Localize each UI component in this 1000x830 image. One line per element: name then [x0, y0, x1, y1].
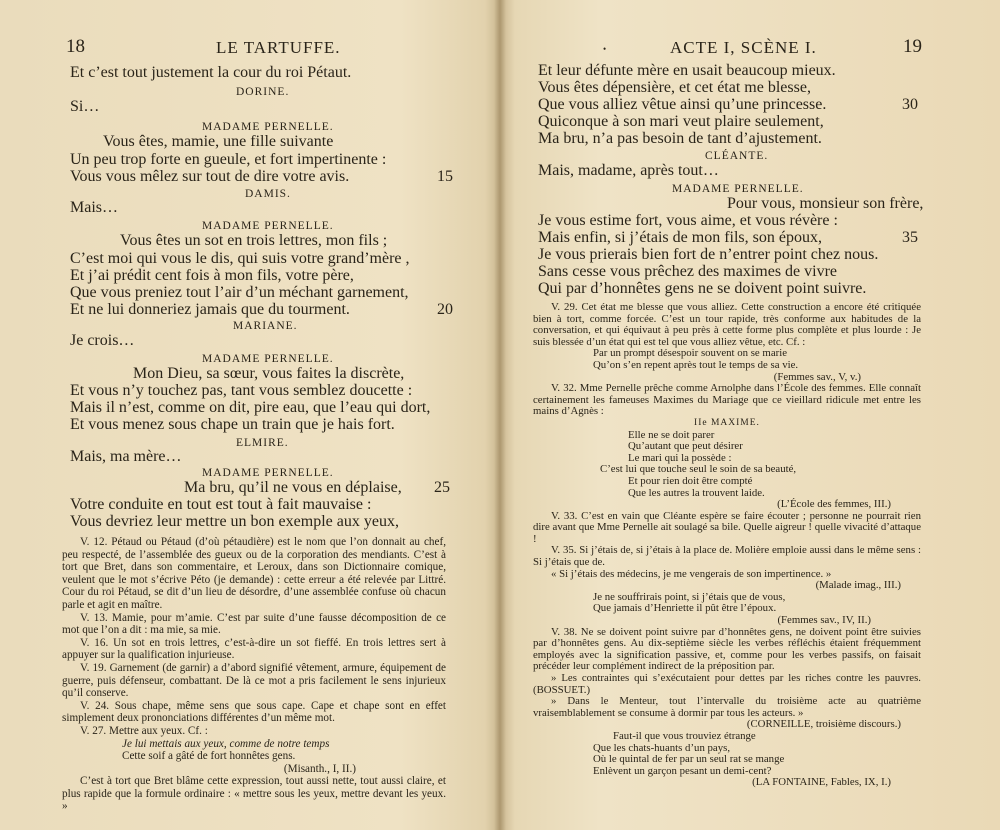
- verse-line: Je crois…: [70, 332, 135, 349]
- quotation-line: Je ne souffrirais point, si j’étais que de vous,: [593, 590, 786, 603]
- quotation-line: C’est lui que touche seul le soin de sa beauté,: [600, 463, 797, 476]
- quotation-line: Je lui mettais aux yeux, comme de notre temps: [122, 737, 330, 750]
- running-head: ACTE I, SCÈNE I.: [670, 38, 817, 57]
- line-number: 15: [437, 168, 453, 185]
- speaker-name: ELMIRE.: [236, 437, 289, 449]
- page-number: 19: [903, 36, 922, 57]
- verse-line: Mais enfin, si j’étais de mon fils, son époux,: [538, 229, 822, 246]
- footnote: V. 33. C’est en vain que Cléante espère se faire écouter ; personne ne pourrait rien dire avant que Mme Pernelle ait soulagé sa bile. Quelle aigreur ! quelle vivacité d’attaque !: [533, 509, 921, 545]
- quotation-line: Cette soif a gâté de fort honnêtes gens.: [122, 750, 296, 763]
- verse-line: Vous devriez leur mettre un bon exemple aux yeux,: [70, 513, 399, 530]
- footnote: V. 12. Pétaud ou Pétaud (d’où pétaudière) est le nom que l’on donnait au chef, peu respecté, de l’assemblée des gueux ou de la corporation des mendiants. C’est à tort que Bret, dans son commentaire, et Leroux, dans son Dictionnaire comique, veulent que le mot s’écrive Péto (je demande) : cette erreur a été relevée par Littré. Cour du roi Pétaud, se dit d’un lieu de désordre, d’une assemblée confuse où chacun parle et agit en maître.: [62, 536, 446, 611]
- verse-line: Et c’est tout justement la cour du roi Pétaut.: [70, 64, 352, 81]
- quotation-line: Qu’autant que peut désirer: [628, 440, 743, 453]
- verse-line: Je vous estime fort, vous aime, et vous révère :: [538, 212, 838, 229]
- quotation-source: (Misanth., I, II.): [283, 762, 356, 775]
- footnote: V. 24. Sous chape, même sens que sous cape. Cape et chape sont en effet simplement deux prononciations différentes d’un même mot.: [62, 699, 446, 725]
- quotation-line: Que les chats-huants d’un pays,: [593, 741, 731, 754]
- footnote: V. 13. Mamie, pour m’amie. C’est par suite d’une fausse décomposition de ce mot que l’on a dit : ma mie, sa mie.: [62, 611, 446, 637]
- quotation-source: (Femmes sav., IV, II.): [777, 614, 871, 627]
- speaker-name: MADAME PERNELLE.: [672, 183, 804, 195]
- verse-line: Un peu trop forte en gueule, et fort impertinente :: [70, 151, 387, 168]
- speaker-name: MARIANE.: [233, 320, 298, 332]
- speaker-name: MADAME PERNELLE.: [202, 121, 334, 133]
- line-number: 35: [902, 229, 918, 246]
- verse-line: Et ne lui donneriez jamais que du tourment.: [70, 301, 350, 318]
- quotation-line: Et pour rien doit être compté: [628, 474, 753, 487]
- verse-line: Mais, ma mère…: [70, 448, 182, 465]
- footnote: V. 35. Si j’étais de, si j’étais à la place de. Molière emploie aussi dans le même sens : Si j’étais que de.: [533, 544, 921, 569]
- verse-line: Vous êtes, mamie, une fille suivante: [103, 133, 334, 150]
- speaker-name: DORINE.: [236, 86, 290, 98]
- verse-line: Et vous n’y touchez pas, tant vous semblez doucette :: [70, 382, 413, 399]
- quotation-line: Que jamais d’Henriette il pût être l’époux.: [593, 602, 777, 615]
- ornament-mark: •: [603, 44, 607, 54]
- quotation-line: Qu’on s’en repent après tout le temps de sa vie.: [593, 358, 799, 371]
- footnote: V. 27. Mettre aux yeux. Cf. :: [80, 724, 208, 737]
- line-number: 30: [902, 96, 918, 113]
- speaker-name: CLÉANTE.: [705, 150, 769, 162]
- line-number: 20: [437, 301, 453, 318]
- maxime-title: IIe MAXIME.: [694, 417, 760, 428]
- footnote: V. 29. Cet état me blesse que vous alliez. Cette construction a encore été critiquée bien à tort, comme forcée. C’est un tour rapide, très conforme aux habitudes de la conversation, et qui équivaut à peu près à cette forme plus complète et plus lourde : Je suis blessée d’un état qui est tel que vous alliez vêtue, etc. Cf. :: [533, 301, 921, 348]
- verse-line: Qui par d’honnêtes gens ne se doivent point suivre.: [538, 280, 867, 297]
- verse-line: Et vous menez sous chape un train que je hais fort.: [70, 416, 395, 433]
- quotation-source: (Femmes sav., V, v.): [773, 370, 861, 383]
- right-page: [505, 0, 1000, 830]
- footnote: V. 16. Un sot en trois lettres, c’est-à-dire un sot fieffé. En trois lettres sert à appuyer sur la qualification injurieuse.: [62, 636, 446, 662]
- running-head: LE TARTUFFE.: [216, 38, 341, 57]
- quotation-line: Enlèvent un garçon pesant un demi-cent?: [593, 764, 772, 777]
- footnotes: [62, 536, 446, 813]
- verse-line: Vous vous mêlez sur tout de dire votre avis.: [70, 168, 350, 185]
- verse-line: Mais, madame, après tout…: [538, 162, 719, 179]
- verse-line: Et leur défunte mère en usait beaucoup mieux.: [538, 62, 836, 79]
- verse-line: C’est moi qui vous le dis, qui suis votre grand’mère ,: [70, 250, 410, 267]
- verse-line: Mais il n’est, comme on dit, pire eau, que l’eau qui dort,: [70, 399, 431, 416]
- verse-line: Ma bru, n’a pas besoin de tant d’ajustement.: [538, 130, 822, 147]
- verse-line: Mon Dieu, sa sœur, vous faites la discrète,: [133, 365, 405, 382]
- footnote: » Les contraintes qui s’exécutaient pour dettes par les riches contre les pauvres. (BOSSUET.): [533, 672, 921, 696]
- verse-line: Votre conduite en tout est tout à fait mauvaise :: [70, 496, 372, 513]
- verse-line: Si…: [70, 98, 100, 115]
- footnote: V. 38. Ne se doivent point suivre par d’honnêtes gens, ne doivent point être suivies par d’honnêtes gens. Au dix-septième siècle les verbes réfléchis étaient fréquemment employés avec la signification passive, et, comme pour les verbes passifs, on faisait précéder leur complément indirect de la préposition par.: [533, 625, 921, 673]
- quotation-line: Faut-il que vous trouviez étrange: [613, 729, 756, 742]
- footnote: « Si j’étais des médecins, je me vengerais de son impertinence. »: [551, 567, 832, 580]
- speaker-name: MADAME PERNELLE.: [202, 467, 334, 479]
- verse-line: Que vous alliez vêtue ainsi qu’une princesse.: [538, 96, 827, 113]
- footnote: » Dans le Menteur, tout l’intervalle du troisième acte au quatrième vraisemblablement se consume à dormir par tous les acteurs. »: [533, 695, 921, 719]
- quotation-source: (Malade imag., III.): [815, 579, 901, 592]
- verse-line: Je vous prierais bien fort de n’entrer point chez nous.: [538, 246, 879, 263]
- line-number: 25: [434, 479, 450, 496]
- page-number: 18: [66, 36, 85, 57]
- speaker-name: MADAME PERNELLE.: [202, 220, 334, 232]
- verse-line: Et j’ai prédit cent fois à mon fils, votre père,: [70, 267, 354, 284]
- footnote: V. 32. Mme Pernelle prêche comme Arnolphe dans l’École des femmes. Elle connaît certainement les fameuses Maximes du Mariage que ce vieillard ridicule met entre les mains d’Agnès :: [533, 382, 921, 418]
- quotation-line: Par un prompt désespoir souvent on se marie: [593, 347, 788, 360]
- quotation-line: Le mari qui la possède :: [628, 451, 732, 464]
- quotation-source: (LA FONTAINE, Fables, IX, I.): [752, 776, 891, 789]
- left-page: [0, 0, 495, 830]
- verse-line: Sans cesse vous prêchez des maximes de vivre: [538, 263, 838, 280]
- quotation-source: (L’École des femmes, III.): [777, 498, 891, 511]
- verse-line: Pour vous, monsieur son frère,: [727, 195, 924, 212]
- quotation-line: Elle ne se doit parer: [628, 428, 715, 441]
- quotation-line: Que les autres la trouvent laide.: [628, 486, 765, 499]
- footnotes: [533, 302, 921, 789]
- quotation-source: (CORNEILLE, troisième discours.): [746, 718, 901, 731]
- verse-line: Vous êtes un sot en trois lettres, mon fils ;: [120, 232, 388, 249]
- verse-line: Que vous preniez tout l’air d’un méchant garnement,: [70, 284, 409, 301]
- verse-line: Mais…: [70, 199, 118, 216]
- footnote: C’est à tort que Bret blâme cette expression, tout aussi nette, tout aussi claire, et plus rapide que la formule ordinaire : « mettre sous les yeux, mettre devant les yeux. »: [62, 775, 446, 813]
- footnote: V. 19. Garnement (de garnir) a d’abord signifié vêtement, armure, équipement de guerre, puis défenseur, combattant. De là ce mot a pris facilement le sens injurieux qu’il conserve.: [62, 661, 446, 700]
- quotation-line: Où le quintal de fer par un seul rat se mange: [593, 753, 785, 766]
- speaker-name: DAMIS.: [245, 188, 291, 200]
- verse-line: Ma bru, qu’il ne vous en déplaise,: [184, 479, 402, 496]
- speaker-name: MADAME PERNELLE.: [202, 353, 334, 365]
- verse-line: Vous êtes dépensière, et cet état me blesse,: [538, 79, 811, 96]
- verse-line: Quiconque à son mari veut plaire seulement,: [538, 113, 824, 130]
